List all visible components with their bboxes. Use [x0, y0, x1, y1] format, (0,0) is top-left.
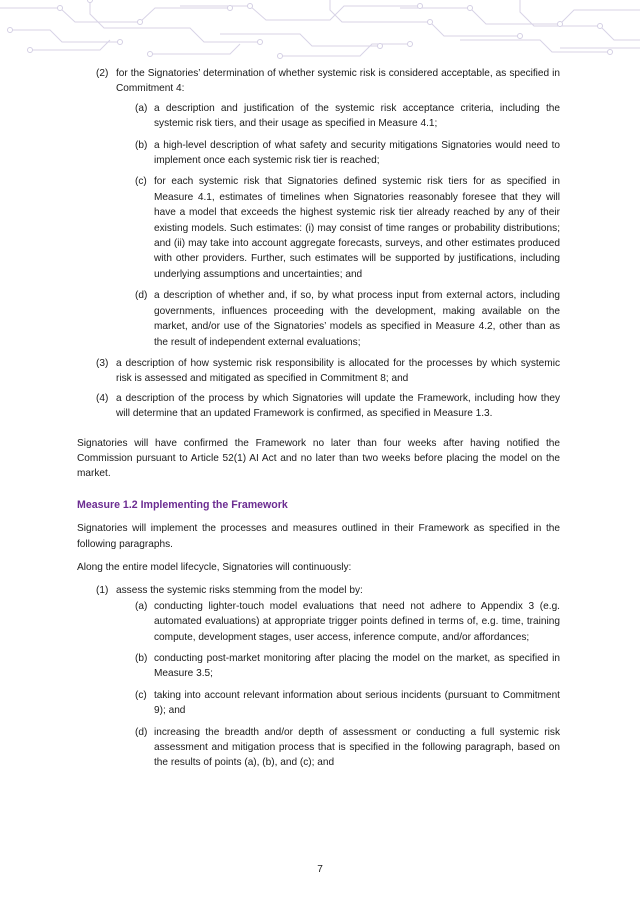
list-text: assess the systemic risks stemming from the model by: [116, 585, 363, 597]
list-number: (4) [96, 392, 109, 404]
sub-list-item [77, 138, 560, 169]
sub-list-item [77, 101, 560, 132]
list-item [77, 391, 560, 422]
sub-list-item [77, 288, 560, 350]
sub-list-text: conducting lighter-touch model evaluations that need not adhere to Appendix 3 (e.g. automated evaluations) at appropriate trigger points defined in terms of, e.g. time, training compute, development stages, user access, inference compute, and/or affordances; [154, 600, 560, 643]
sub-list-text: taking into account relevant information about serious incidents (pursuant to Commitment 9); and [154, 689, 560, 717]
sub-list-item [77, 174, 560, 282]
lifecycle-paragraph: Along the entire model lifecycle, Signatories will continuously: [77, 561, 352, 573]
document-body [77, 66, 560, 777]
list-text: for the Signatories’ determination of whether systemic risk is considered acceptable, as specified in Commitment 4: [116, 68, 560, 95]
sub-list-letter: (b) [135, 139, 148, 151]
list-number: (3) [96, 357, 109, 369]
page-number: 7 [317, 864, 323, 875]
sub-list-letter: (d) [135, 726, 148, 738]
sub-list-text: a description of whether and, if so, by what process input from external actors, including governments, influences proceeding with the development, making available on the market, and/or use of the Signatories’ models as specified in Measure 4.2, other than as the result of independent external evaluations; [154, 290, 560, 348]
list-text: a description of the process by which Signatories will update the Framework, including how they will determine that an updated Framework is confirmed, as specified in Measure 1.3. [116, 392, 560, 420]
sub-list-text: a high-level description of what safety and security mitigations Signatories would need to implement once each systemic risk tier is reached; [154, 139, 560, 167]
list-number: (1) [96, 585, 109, 597]
sub-list-letter: (a) [135, 600, 148, 612]
sub-list-text: conducting post-market monitoring after placing the model on the market, as specified in Measure 3.5; [154, 653, 560, 680]
sub-list-letter: (a) [135, 102, 148, 114]
list-text: a description of how systemic risk responsibility is allocated for the processes by which systemic risk is assessed and mitigated as specified in Commitment 8; and [116, 357, 560, 385]
list-item [77, 66, 560, 97]
sub-list-item [77, 651, 560, 682]
list-item [77, 356, 560, 387]
sub-list-item [77, 725, 560, 771]
list-item [77, 583, 560, 598]
confirmation-paragraph: Signatories will have confirmed the Framework no later than four weeks after having notified the Commission pursuant to Article 52(1) AI Act and no later than two weeks before placing the model on the market. [77, 437, 560, 480]
sub-list-item [77, 599, 560, 645]
sub-list-letter: (c) [135, 689, 147, 701]
section-heading: Measure 1.2 Implementing the Framework [77, 498, 288, 511]
sub-list-text: for each systemic risk that Signatories defined systemic risk tiers for as specified in Measure 4.1, estimates of timelines when Signatories reasonably foresee that they will have a model that exceeds the highest systemic risk tier already reached by any of their existing models. Such estimates: (i) may consist of time ranges or probability distributions; and (ii) may take into account aggregate forecasts, surveys, and other estimates produced with other providers. Further, such estimates will be supported by justifications, including underlying assumptions and uncertainties; and [154, 176, 560, 280]
sub-list-letter: (b) [135, 653, 148, 664]
sub-list-text: increasing the breadth and/or depth of assessment or conducting a full systemic risk assessment and mitigation process that is specified in the following paragraph, based on the results of points (a), (b), and (c); and [154, 726, 560, 769]
list-number: (2) [96, 68, 109, 79]
sub-list-item [77, 688, 560, 719]
circuit-decoration [0, 0, 640, 62]
implementation-paragraph: Signatories will implement the processes and measures outlined in their Framework as specified in the following paragraphs. [77, 523, 560, 550]
sub-list-letter: (d) [135, 290, 148, 302]
sub-list-text: a description and justification of the systemic risk acceptance criteria, including the systemic risk tiers, and their usage as specified in Measure 4.1; [154, 102, 560, 130]
sub-list-letter: (c) [135, 176, 147, 188]
